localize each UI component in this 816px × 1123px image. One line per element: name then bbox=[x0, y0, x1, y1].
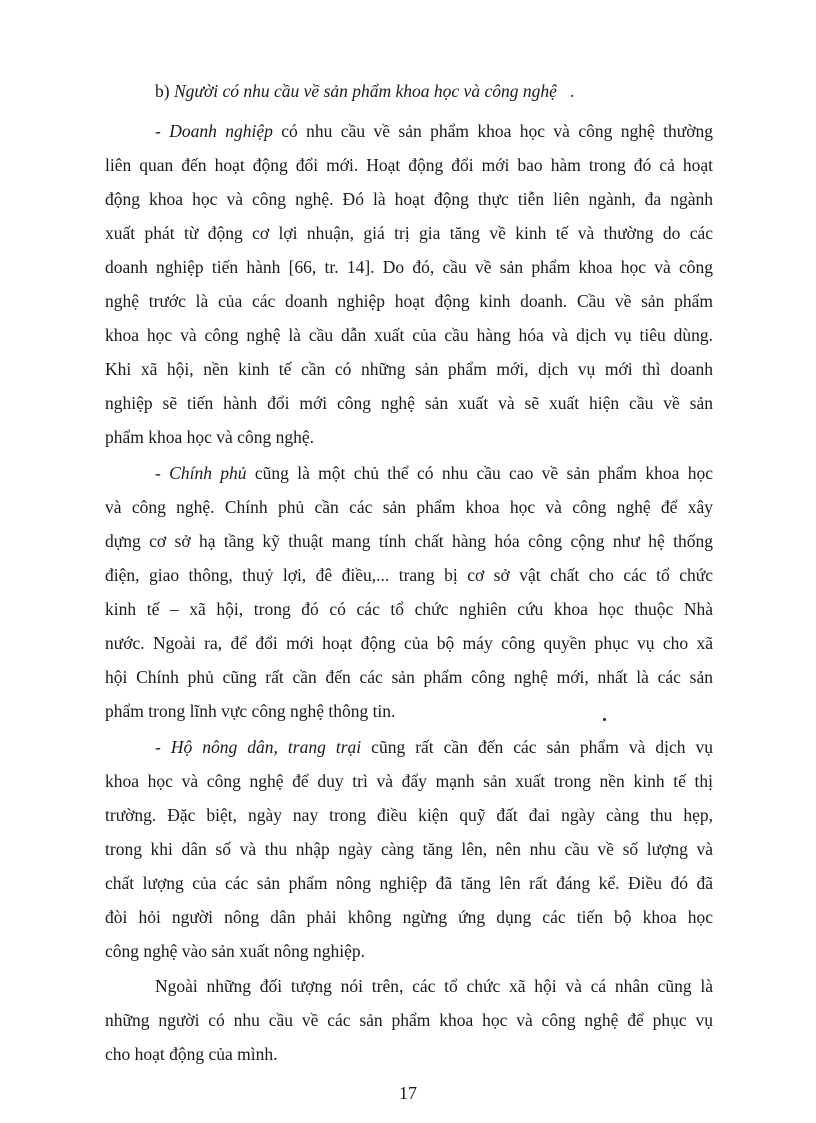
text-line: kinh tế – xã hội, trong đó có các tổ chức nghiên cứu khoa học thuộc Nhà bbox=[105, 599, 713, 619]
text-line: công nghệ vào sản xuất nông nghiệp. bbox=[105, 941, 366, 961]
text-line: liên quan đến hoạt động đổi mới. Hoạt động đổi mới bao hàm trong đó cả hoạt bbox=[105, 155, 713, 175]
section-heading bbox=[155, 80, 574, 102]
text-line: khoa học và công nghệ là cầu dẫn xuất của cầu hàng hóa và dịch vụ tiêu dùng. bbox=[105, 325, 713, 345]
page-number: 17 bbox=[399, 1083, 417, 1103]
text-line: trường. Đặc biệt, ngày nay trong điều kiện quỹ đất đai ngày càng thu hẹp, bbox=[105, 805, 713, 825]
text-line: phẩm khoa học và công nghệ. bbox=[105, 427, 314, 447]
text-line: động khoa học và công nghệ. Đó là hoạt động thực tiễn liên ngành, đa ngành bbox=[105, 189, 713, 209]
text-line: cho hoạt động của mình. bbox=[105, 1044, 278, 1064]
text-line: hội Chính phủ cũng rất cần đến các sản phẩm công nghệ mới, nhất là các sản bbox=[105, 667, 713, 687]
heading-prefix: b) bbox=[155, 81, 174, 101]
text-line: doanh nghiệp tiến hành [66, tr. 14]. Do đó, cầu về sản phẩm khoa học và công bbox=[105, 257, 713, 277]
scan-speck bbox=[603, 718, 606, 721]
text-line: điện, giao thông, thuỷ lợi, đê điều,... trang bị cơ sở vật chất cho các tổ chức bbox=[105, 565, 713, 585]
text-line: nghiệp sẽ tiến hành đổi mới công nghệ sản xuất và sẽ xuất hiện cầu về sản bbox=[105, 393, 713, 413]
text-line: khoa học và công nghệ để duy trì và đẩy mạnh sản xuất trong nền kinh tế thị bbox=[105, 771, 713, 791]
text-line: Ngoài những đối tượng nói trên, các tổ chức xã hội và cá nhân cũng là bbox=[155, 976, 713, 996]
text-line: đòi hỏi người nông dân phải không ngừng ứng dụng các tiến bộ khoa học bbox=[105, 907, 713, 927]
text-line: những người có nhu cầu về các sản phẩm khoa học và công nghệ để phục vụ bbox=[105, 1010, 713, 1030]
heading-suffix: . bbox=[556, 81, 575, 101]
text-line: phẩm trong lĩnh vực công nghệ thông tin. bbox=[105, 701, 396, 721]
text-line: trong khi dân số và thu nhập ngày càng tăng lên, nên nhu cầu về số lượng và bbox=[105, 839, 713, 859]
text-line: nước. Ngoài ra, để đổi mới hoạt động của bộ máy công quyền phục vụ cho xã bbox=[105, 633, 713, 653]
text-line: - Doanh nghiệp có nhu cầu về sản phẩm khoa học và công nghệ thường bbox=[155, 121, 713, 141]
text-line: Khi xã hội, nền kinh tế cần có những sản phẩm mới, dịch vụ mới thì doanh bbox=[105, 359, 713, 379]
text-line: và công nghệ. Chính phủ cần các sản phẩm khoa học và công nghệ để xây bbox=[105, 497, 713, 517]
text-line: - Hộ nông dân, trang trại cũng rất cần đến các sản phẩm và dịch vụ bbox=[155, 737, 714, 757]
text-line: - Chính phủ cũng là một chủ thể có nhu cầu cao về sản phẩm khoa học bbox=[155, 463, 713, 483]
text-line: xuất phát từ động cơ lợi nhuận, giá trị gia tăng về kinh tế và thường do các bbox=[105, 223, 713, 243]
heading-title: Người có nhu cầu về sản phẩm khoa học và công nghệ bbox=[173, 81, 557, 101]
text-line: nghệ trước là của các doanh nghiệp hoạt động kinh doanh. Cầu về sản phẩm bbox=[105, 291, 713, 311]
text-line: dựng cơ sở hạ tầng kỹ thuật mang tính chất hàng hóa công cộng như hệ thống bbox=[105, 531, 713, 551]
text-line: chất lượng của các sản phẩm nông nghiệp đã tăng lên rất đáng kể. Điều đó đã bbox=[105, 873, 713, 893]
